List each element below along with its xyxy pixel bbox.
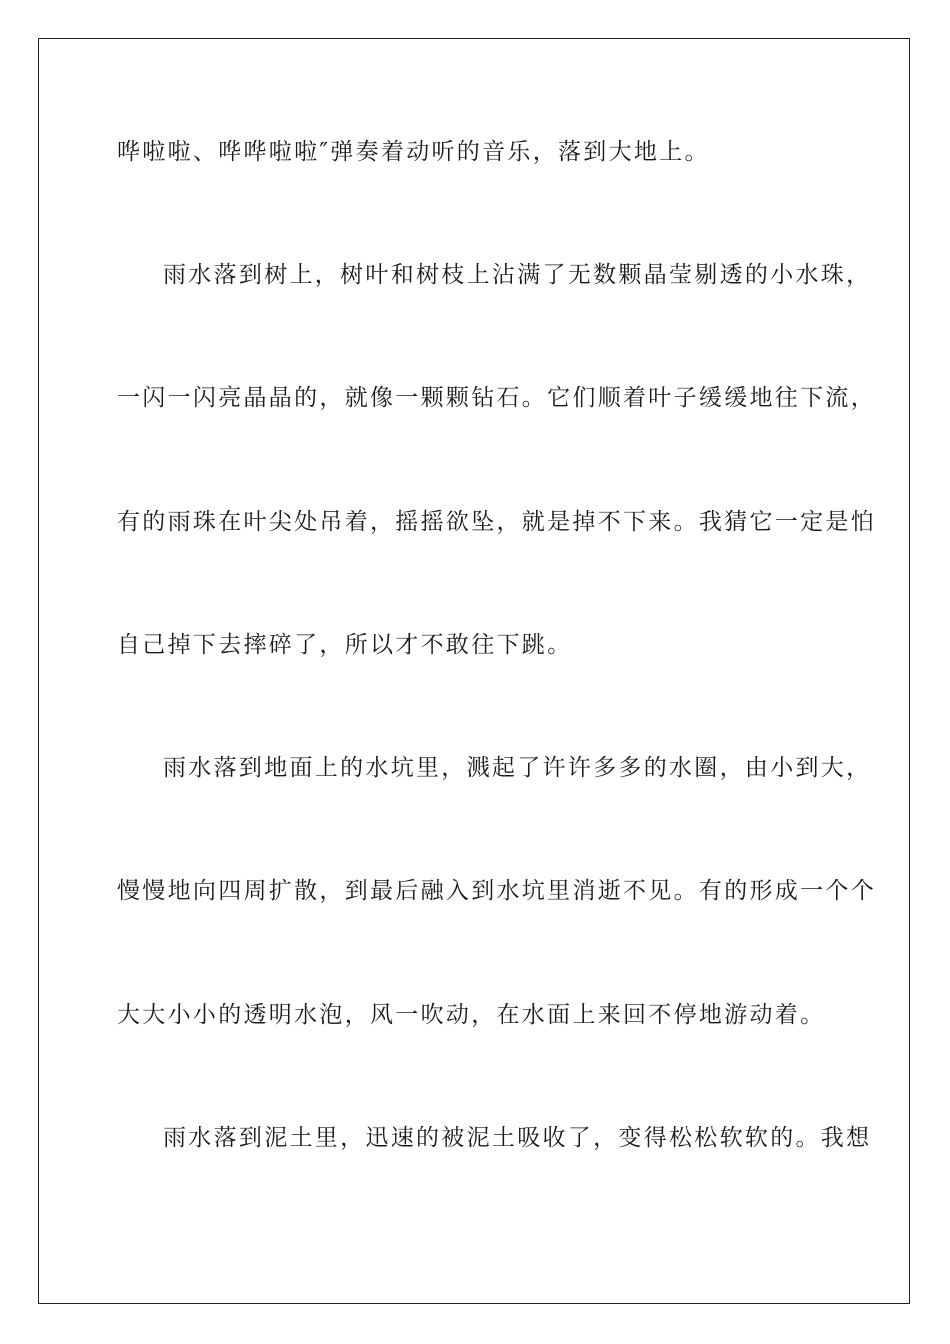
paragraph-line: 慢慢地向四周扩散，到最后融入到水坑里消逝不见。有的形成一个个 xyxy=(117,878,876,904)
paragraph-line: 雨水落到地面上的水坑里，溅起了许许多多的水圈，由小到大， xyxy=(163,755,872,781)
paragraph-line: 雨水落到泥土里，迅速的被泥土吸收了，变得松松软软的。我想 xyxy=(163,1125,872,1151)
paragraph-line: 一闪一闪亮晶晶的，就像一颗颗钻石。它们顺着叶子缓缓地往下流， xyxy=(117,385,876,411)
paragraph-line: 自己掉下去摔碎了，所以才不敢往下跳。 xyxy=(117,632,573,658)
paragraph-line: 有的雨珠在叶尖处吊着，摇摇欲坠，就是掉不下来。我猜它一定是怕 xyxy=(117,509,876,535)
paragraph-line: 大大小小的透明水泡，风一吹动，在水面上来回不停地游动着。 xyxy=(117,1002,826,1028)
page-border xyxy=(38,38,910,1304)
paragraph-line: 雨水落到树上，树叶和树枝上沾满了无数颗晶莹剔透的小水珠， xyxy=(163,262,872,288)
paragraph-line: 哗啦啦、哗哗啦啦″弹奏着动听的音乐，落到大地上。 xyxy=(117,139,710,165)
